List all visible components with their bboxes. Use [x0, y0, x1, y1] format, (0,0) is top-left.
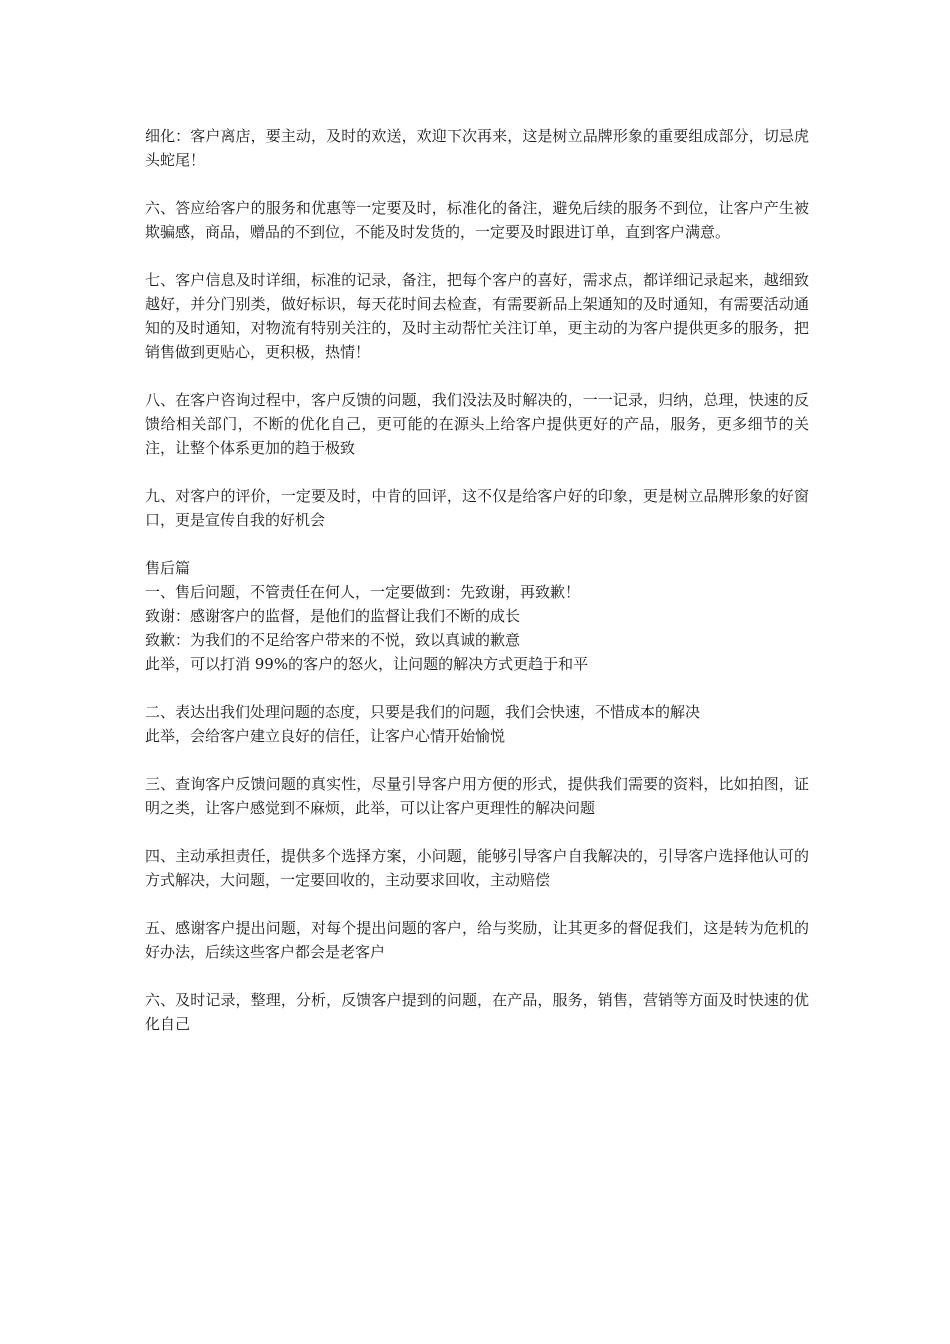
paragraph-farewell: 细化：客户离店，要主动，及时的欢送，欢迎下次再来，这是树立品牌形象的重要组成部分，切忌虎头蛇尾！	[145, 127, 809, 169]
paragraph-six-service-promise: 六、答应给客户的服务和优惠等一定要及时，标准化的备注，避免后续的服务不到位，让客户产生被欺骗感，商品，赠品的不到位，不能及时发货的，一定要及时跟进订单，直到客户满意。	[145, 199, 809, 241]
paragraph-eight-feedback: 八、在客户咨询过程中，客户反馈的问题，我们没法及时解决的，一一记录，归纳，总理，快速的反馈给相关部门，不断的优化自己，更可能的在源头上给客户提供更好的产品，服务，更多细节的关注，让整个体系更加的趋于极致	[145, 391, 809, 457]
after-sales-paragraph-six: 六、及时记录，整理，分析，反馈客户提到的问题，在产品，服务，销售，营销等方面及时快速的优化自己	[145, 991, 809, 1033]
paragraph-nine-reviews: 九、对客户的评价，一定要及时，中肯的回评，这不仅是给客户好的印象，更是树立品牌形象的好窗口，更是宣传自我的好机会	[145, 487, 809, 529]
after-sales-two-line-one: 二、表达出我们处理问题的态度，只要是我们的问题，我们会快速，不惜成本的解决	[145, 703, 701, 721]
after-sales-paragraph-five: 五、感谢客户提出问题，对每个提出问题的客户，给与奖励，让其更多的督促我们，这是转为危机的好办法，后续这些客户都会是老客户	[145, 919, 809, 961]
after-sales-paragraph-four: 四、主动承担责任，提供多个选择方案，小问题，能够引导客户自我解决的，引导客户选择他认可的方式解决，大问题，一定要回收的，主动要求回收，主动赔偿	[145, 847, 809, 889]
after-sales-line-apology: 致歉：为我们的不足给客户带来的不悦，致以真诚的歉意	[145, 631, 521, 649]
after-sales-line-thanks: 致谢：感谢客户的监督，是他们的监督让我们不断的成长	[145, 607, 521, 625]
after-sales-section	[145, 556, 809, 676]
after-sales-line-one: 一、售后问题，不管责任在何人，一定要做到：先致谢，再致歉！	[145, 583, 581, 601]
document-body	[145, 124, 809, 1060]
after-sales-paragraph-three: 三、查询客户反馈问题的真实性，尽量引导客户用方便的形式，提供我们需要的资料，比如拍图，证明之类，让客户感觉到不麻烦，此举，可以让客户更理性的解决问题	[145, 775, 809, 817]
paragraph-seven-customer-records: 七、客户信息及时详细，标准的记录，备注，把每个客户的喜好，需求点，都详细记录起来，越细致越好，并分门别类，做好标识，每天花时间去检查，有需要新品上架通知的及时通知，有需要活动通知的及时通知，对物流有特别关注的，及时主动帮忙关注订单，更主动的为客户提供更多的服务，把销售做到更贴心，更积极，热情！	[145, 271, 809, 361]
after-sales-paragraph-two	[145, 700, 809, 748]
section-heading-after-sales: 售后篇	[145, 559, 191, 577]
after-sales-two-line-two: 此举，会给客户建立良好的信任，让客户心情开始愉悦	[145, 727, 506, 745]
after-sales-line-result: 此举，可以打消 99%的客户的怒火，让问题的解决方式更趋于和平	[145, 655, 589, 673]
